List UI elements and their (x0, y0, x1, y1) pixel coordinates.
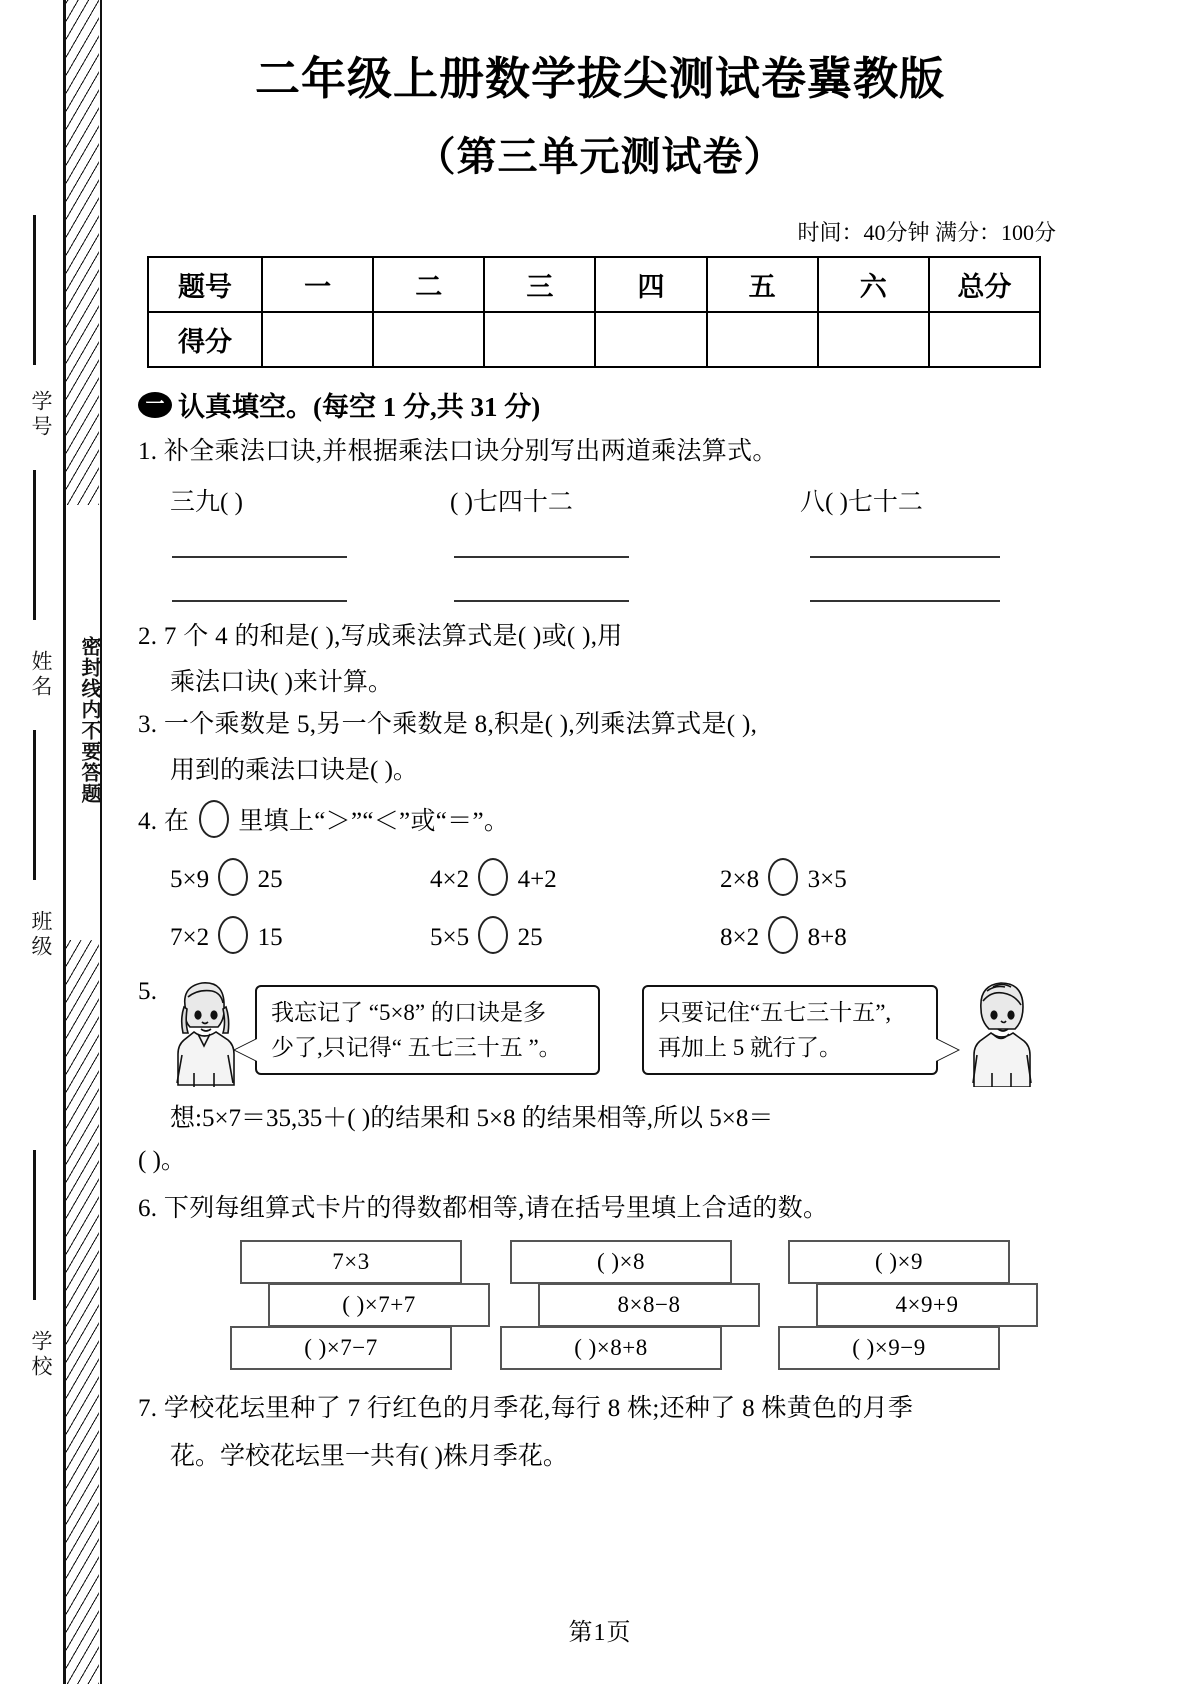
score-table-col-1: 一 (262, 257, 373, 312)
card-g2-bottom[interactable]: ( )×8+8 (500, 1326, 722, 1370)
question-2 (138, 620, 623, 654)
speech-bubble-left (255, 985, 600, 1075)
compare-row1-item1[interactable] (170, 858, 283, 896)
score-cell-4[interactable] (595, 312, 706, 367)
field-rule-xingming (33, 470, 36, 620)
card-g1-middle[interactable]: ( )×7+7 (268, 1283, 490, 1327)
seal-hatch-top (66, 0, 99, 505)
answer-line-1c[interactable] (810, 556, 1000, 558)
score-table-col-2: 二 (373, 257, 484, 312)
seal-hatch-bottom (66, 940, 99, 1684)
bubble-tail-right-icon (936, 1039, 958, 1061)
compare-left-4: 7×2 (170, 924, 210, 951)
question-3-line-1[interactable]: 一个乘数是 5,另一个乘数是 8,积是( ),列乘法算式是( ), (163, 711, 758, 738)
card-g1-bottom[interactable]: ( )×7−7 (230, 1326, 452, 1370)
boy-character-illustration (965, 975, 1037, 1092)
exam-meta: 时间：40分钟 满分：100分 (797, 220, 1056, 245)
compare-circle-1[interactable] (218, 858, 248, 896)
question-3-line-2[interactable]: 用到的乘法口诀是( )。 (170, 757, 418, 784)
score-table-col-total: 总分 (929, 257, 1040, 312)
compare-row1-item3[interactable] (720, 858, 847, 896)
question-4-number: 4. (138, 808, 158, 835)
compare-circle-2[interactable] (478, 858, 508, 896)
page-title: 二年级上册数学拔尖测试卷冀教版 (254, 54, 945, 104)
compare-row2-item2[interactable] (430, 916, 543, 954)
compare-row2-item1[interactable] (170, 916, 283, 954)
compare-circle-4[interactable] (218, 916, 248, 954)
question-5-solution-line-2[interactable]: ( )。 (138, 1147, 186, 1174)
answer-line-2b[interactable] (454, 600, 629, 602)
section-one-title: 认真填空。(每空 1 分,共 31 分) (178, 392, 541, 422)
card-g3-bottom[interactable]: ( )×9−9 (778, 1326, 1000, 1370)
compare-right-4: 15 (257, 924, 283, 951)
bubble-right-line-2: 再加上 5 就行了。 (658, 1034, 842, 1060)
answer-line-1b[interactable] (454, 556, 629, 558)
table-row-header (148, 257, 1040, 312)
question-2-line-1[interactable]: 7 个 4 的和是( ),写成乘法算式是( )或( ),用 (163, 623, 623, 650)
card-g2-top[interactable]: ( )×8 (510, 1240, 732, 1284)
page-footer: 第1页 (568, 1620, 632, 1646)
card-g3-top[interactable]: ( )×9 (788, 1240, 1010, 1284)
question-1 (138, 435, 778, 469)
page-subtitle: （第三单元测试卷） (415, 134, 785, 179)
question-1-text: 补全乘法口诀,并根据乘法口诀分别写出两道乘法算式。 (163, 438, 778, 465)
field-rule-xuexiao (33, 1150, 36, 1300)
question-7 (138, 1392, 913, 1426)
score-cell-1[interactable] (262, 312, 373, 367)
question-6-number: 6. (138, 1195, 158, 1222)
question-3 (138, 708, 757, 742)
compare-row2-item3[interactable] (720, 916, 847, 954)
compare-right-2: 4+2 (517, 866, 557, 893)
score-table-rowlabel-defen: 得分 (148, 312, 262, 367)
field-rule-xuehao (33, 215, 36, 365)
score-cell-6[interactable] (818, 312, 929, 367)
question-1-item-3[interactable]: 八( )七十二 (800, 489, 923, 516)
seal-rule-inner (100, 0, 102, 1684)
question-1-number: 1. (138, 438, 158, 465)
compare-left-3: 2×8 (720, 866, 760, 893)
seal-vertical-text: 密封线内不要答题 (78, 636, 100, 804)
question-6 (138, 1192, 828, 1226)
bubble-left-line-1: 我忘记了 “5×8” 的口诀是多 (271, 1000, 546, 1025)
section-one-heading (138, 385, 540, 424)
seal-line-margin (0, 0, 120, 1684)
score-cell-3[interactable] (484, 312, 595, 367)
question-1-item-1[interactable]: 三九( ) (170, 489, 243, 516)
question-5-solution-line-1[interactable]: 想:5×7＝35,35＋( )的结果和 5×8 的结果相等,所以 5×8＝ (170, 1105, 774, 1132)
compare-circle-6[interactable] (768, 916, 798, 954)
card-g3-middle: 4×9+9 (816, 1283, 1038, 1327)
answer-line-2c[interactable] (810, 600, 1000, 602)
question-5-number: 5. (138, 978, 158, 1005)
question-2-number: 2. (138, 623, 158, 650)
score-table-col-3: 三 (484, 257, 595, 312)
score-table (147, 256, 1041, 368)
question-4-text-after: 里填上“＞”“＜”或“＝”。 (238, 808, 510, 835)
compare-row1-item2[interactable] (430, 858, 557, 896)
field-label-xuexiao: 学校 (29, 1330, 53, 1380)
field-label-xingming: 姓名 (29, 650, 53, 700)
answer-line-2a[interactable] (172, 600, 347, 602)
compare-right-5: 25 (517, 924, 543, 951)
answer-line-1a[interactable] (172, 556, 347, 558)
field-label-banji: 班级 (29, 910, 53, 960)
bubble-tail-left-icon (235, 1039, 257, 1061)
speech-bubble-right (642, 985, 938, 1075)
question-4-text-before: 在 (163, 808, 190, 835)
compare-left-6: 8×2 (720, 924, 760, 951)
compare-circle-3[interactable] (768, 858, 798, 896)
field-rule-banji (33, 730, 36, 880)
compare-left-2: 4×2 (430, 866, 470, 893)
question-4 (138, 800, 509, 839)
score-table-col-6: 六 (818, 257, 929, 312)
question-6-text: 下列每组算式卡片的得数都相等,请在括号里填上合适的数。 (163, 1195, 829, 1222)
question-3-number: 3. (138, 711, 158, 738)
question-7-line-1: 学校花坛里种了 7 行红色的月季花,每行 8 株;还种了 8 株黄色的月季 (163, 1395, 914, 1422)
section-badge-one: 一 (138, 392, 172, 418)
compare-circle-5[interactable] (478, 916, 508, 954)
field-label-xuehao: 学号 (29, 390, 53, 440)
question-7-line-2[interactable]: 花。学校花坛里一共有( )株月季花。 (170, 1443, 568, 1470)
compare-right-1: 25 (257, 866, 283, 893)
score-cell-2[interactable] (373, 312, 484, 367)
score-table-rowlabel-tihao: 题号 (148, 257, 262, 312)
card-g2-middle: 8×8−8 (538, 1283, 760, 1327)
circle-placeholder-icon (199, 800, 229, 838)
compare-right-6: 8+8 (807, 924, 847, 951)
bubble-left-line-2: 少了,只记得“ 五七三十五 ”。 (271, 1034, 562, 1060)
question-7-number: 7. (138, 1395, 158, 1422)
table-row-scores (148, 312, 1040, 367)
score-cell-5[interactable] (707, 312, 818, 367)
score-table-col-5: 五 (707, 257, 818, 312)
question-1-item-2[interactable]: ( )七四十二 (450, 489, 573, 516)
card-g1-top: 7×3 (240, 1240, 462, 1284)
question-2-line-2[interactable]: 乘法口诀( )来计算。 (170, 669, 393, 696)
compare-right-3: 3×5 (807, 866, 847, 893)
score-cell-total[interactable] (929, 312, 1040, 367)
girl-character-illustration (168, 975, 240, 1092)
exam-page (120, 0, 1191, 1684)
score-table-col-4: 四 (595, 257, 706, 312)
compare-left-5: 5×5 (430, 924, 470, 951)
bubble-right-line-1: 只要记住“五七三十五”, (658, 1000, 892, 1025)
compare-left-1: 5×9 (170, 866, 210, 893)
